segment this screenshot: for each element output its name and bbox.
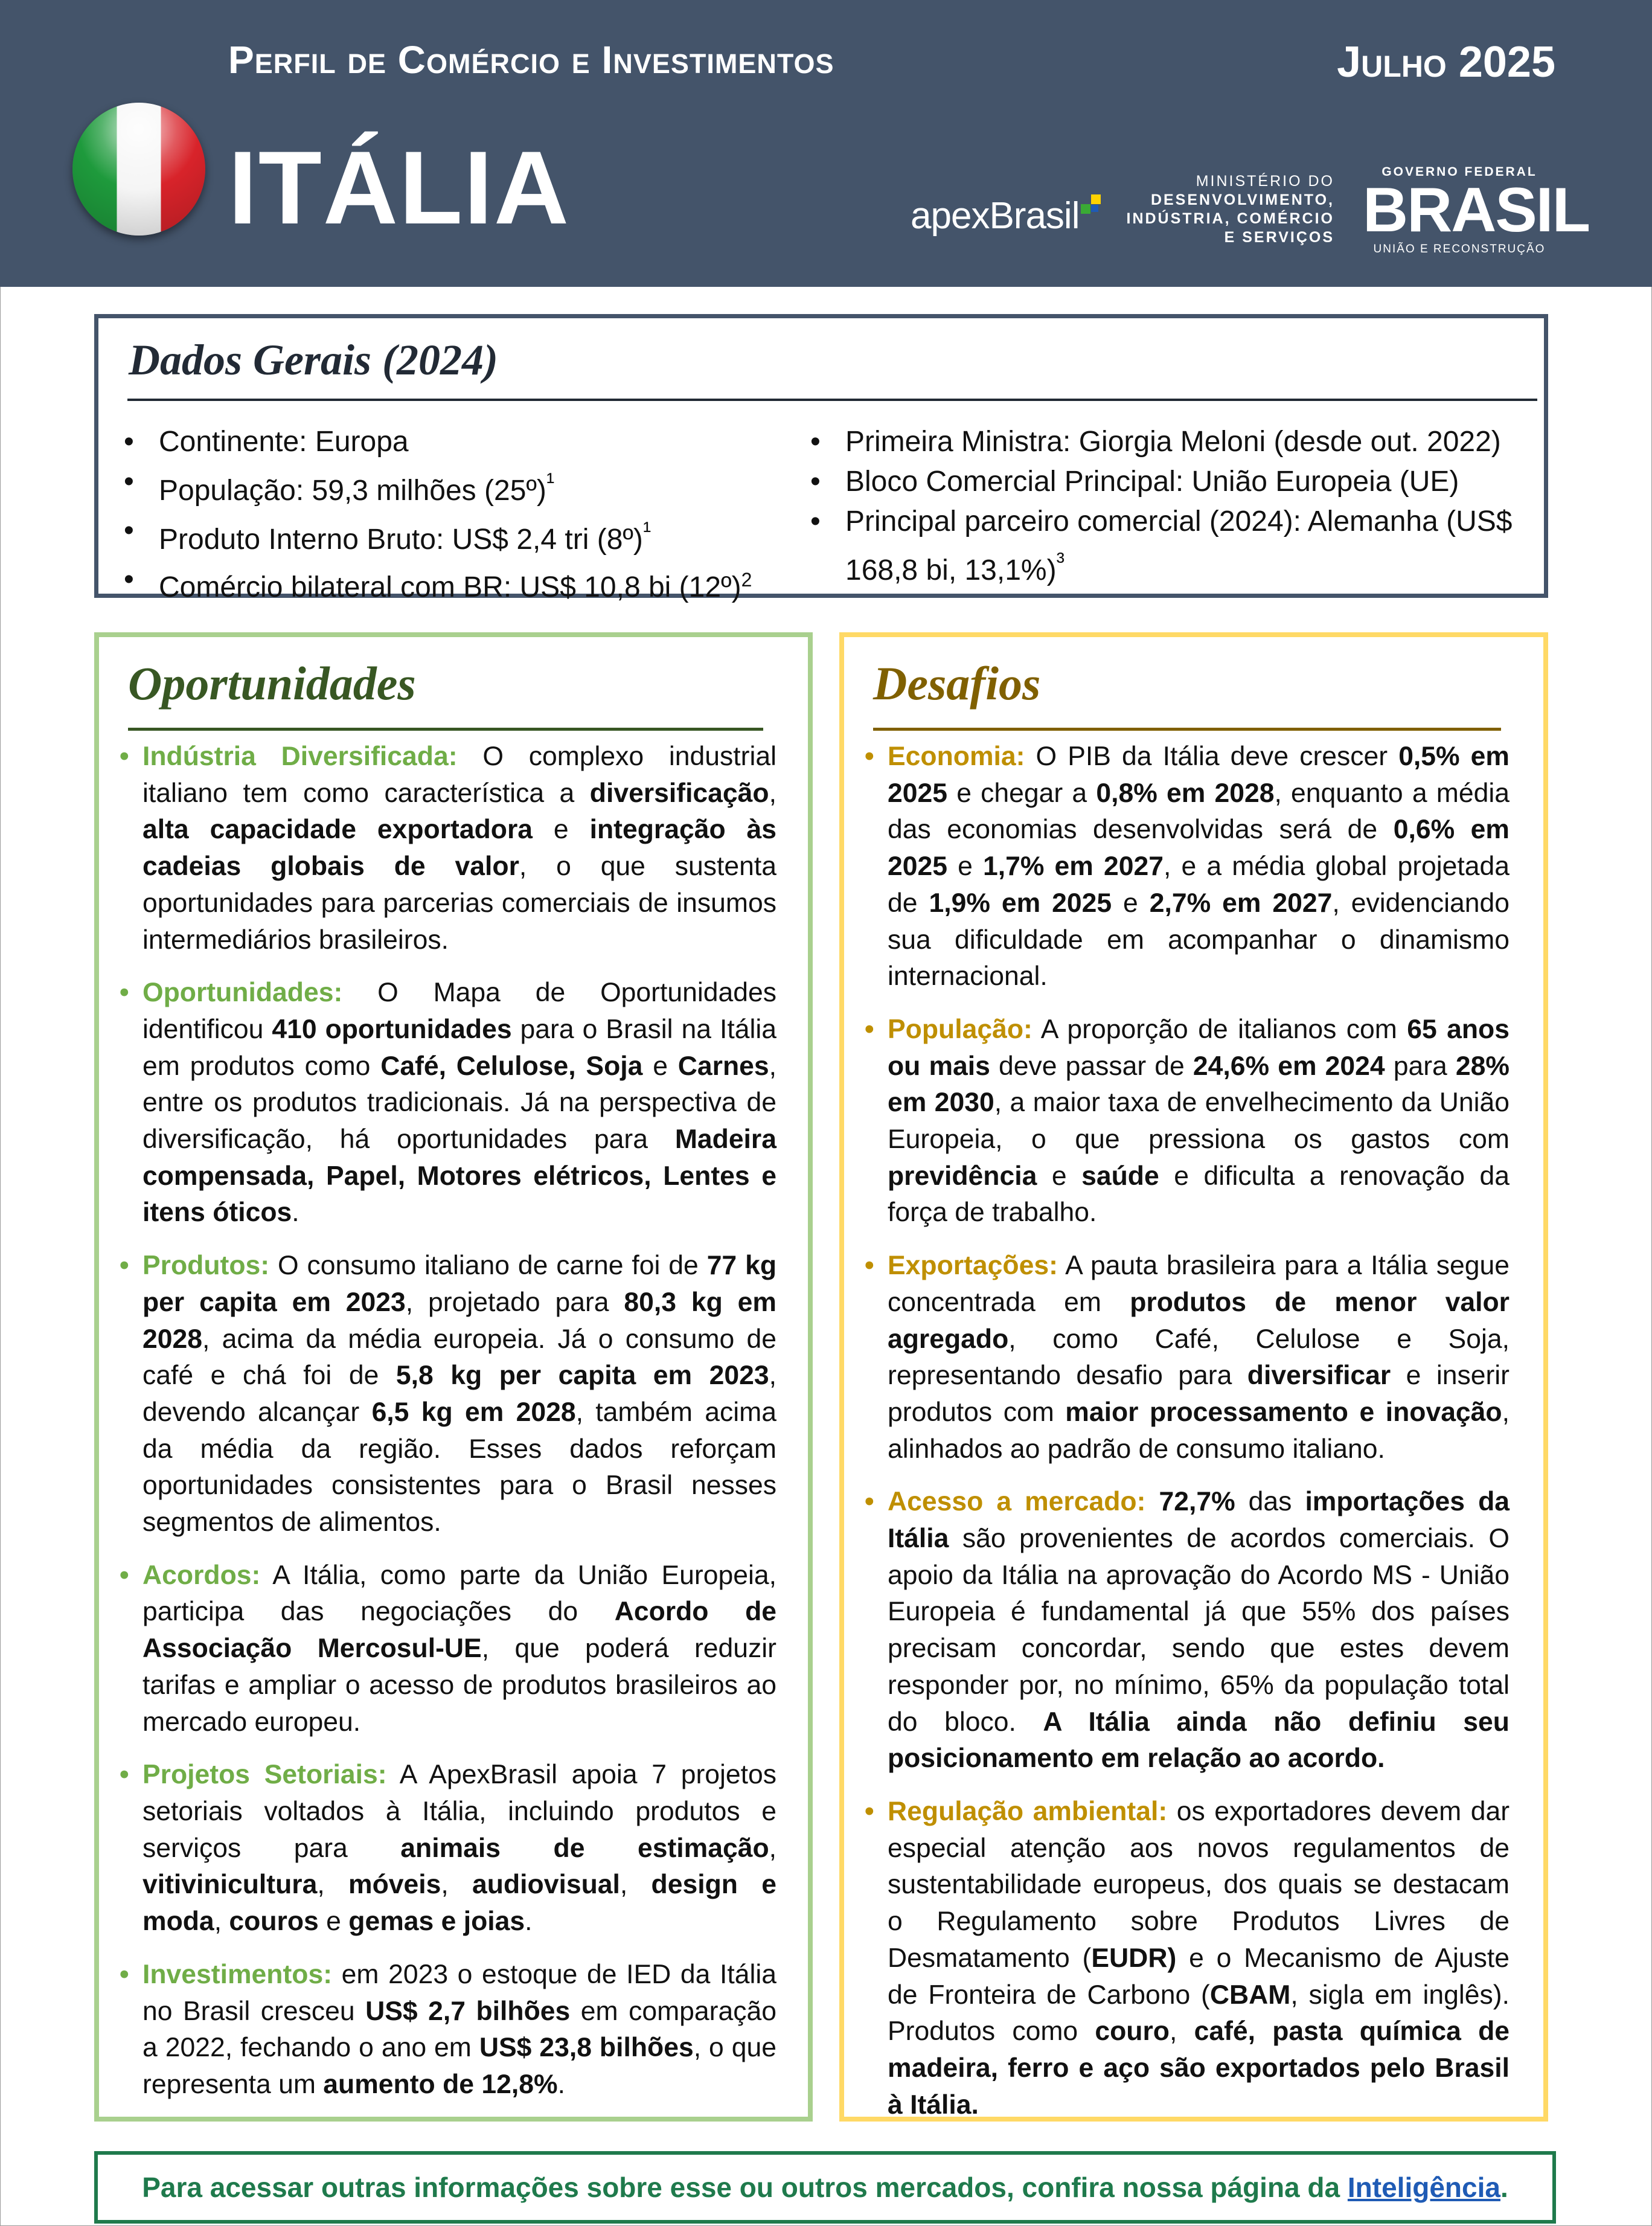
item-heading: Oportunidades: <box>142 978 343 1008</box>
trade-bloc-text: Bloco Comercial Principal: União Europeia (UE) <box>845 466 1459 498</box>
item-heading: Acordos: <box>142 1560 261 1590</box>
general-data-box <box>94 314 1548 603</box>
title-divider <box>128 728 763 731</box>
challenge-environmental-regulation: • Regulação ambiental: os exportadores devem dar especial atenção aos novos regulamentos de sustentabilidade europeus, dos quais se destacam o Regulamento sobre Produtos Livres de Desmatamento (EUDR) e o Mecanismo de Ajuste de Fronteira de Carbono (CBAM, sigla em inglês). Produtos como couro, café, pasta química de madeira, ferro e aço são exportados pelo Brasil à Itália. <box>888 1794 1510 2123</box>
item-heading: Produtos: <box>142 1251 270 1281</box>
challenges-list <box>888 739 1510 2140</box>
ministry-line: MINISTÉRIO DO <box>1196 173 1334 190</box>
item-heading: Indústria Diversificada: <box>142 742 458 771</box>
ministry-line: E SERVIÇOS <box>1224 229 1334 246</box>
opportunities-box <box>94 632 813 2122</box>
footnote-ref: ¹ <box>642 518 652 544</box>
opportunity-investments: • Investimentos: em 2023 o estoque de IED da Itália no Brasil cresceu US$ 2,7 bilhões em comparação a 2022, fechando o ano em US$ 23,8 bilhões, o que representa um aumento de 12,8%. <box>142 1957 776 2103</box>
challenges-title: Desafios <box>873 657 1041 710</box>
government-logo-brasil: BRASIL <box>1363 175 1590 245</box>
list-item <box>159 560 787 608</box>
footer-banner <box>94 2151 1556 2224</box>
government-logo-bottom: UNIÃO E RECONSTRUÇÃO <box>1373 243 1546 255</box>
ministry-line: INDÚSTRIA, COMÉRCIO <box>1126 210 1334 227</box>
challenge-market-access: • Acesso a mercado: 72,7% das importações da Itália são provenientes de acordos comerciais. O apoio da Itália na aprovação do Acordo MS - União Europeia é fundamental já que 55% dos países precisam concordar, sendo que estes devem responder por, no mínimo, 65% da população total do bloco. A Itália ainda não definiu seu posicionamento em relação ao acordo. <box>888 1484 1510 1777</box>
opportunity-map: • Oportunidades: O Mapa de Oportunidades identificou 410 oportunidades para o Brasil na Itália em produtos como Café, Celulose, Soja e Carnes, entre os produtos tradicionais. Já na perspectiva de diversificação, há oportunidades para Madeira compensada, Papel, Motores elétricos, Lentes e itens óticos. <box>142 975 776 1231</box>
apexbrasil-logo: apexBrasil <box>911 195 1080 237</box>
challenge-population: • População: A proporção de italianos com 65 anos ou mais deve passar de 24,6% em 2024 para 28% em 2030, a maior taxa de envelhecimento da União Europeia, o que pressiona os gastos com previdência e saúde e dificulta a renovação da força de trabalho. <box>888 1012 1510 1231</box>
opportunities-title: Oportunidades <box>128 657 416 710</box>
item-heading: População: <box>888 1014 1032 1044</box>
opportunity-products: • Produtos: O consumo italiano de carne foi de 77 kg per capita em 2023, projetado para 80,3 kg em 2028, acima da média europeia. Já o consumo de café e chá foi de 5,8 kg per capita em 2023, devendo alcançar 6,5 kg em 2028, também acima da média da região. Esses dados reforçam oportunidades consistentes para o Brasil nesses segmentos de alimentos. <box>142 1248 776 1541</box>
main-partner-text: Principal parceiro comercial (2024): Alemanha (US$ 168,8 bi, 13,1%) <box>845 505 1513 586</box>
footnote-ref: ¹ <box>546 469 555 495</box>
gdp-text: Produto Interno Bruto: US$ 2,4 tri (8º) <box>159 524 643 556</box>
challenges-box <box>839 632 1548 2122</box>
item-heading: Exportações: <box>888 1251 1058 1281</box>
ministry-line: DESENVOLVIMENTO, <box>1150 191 1334 208</box>
bilateral-trade-text: Comércio bilateral com BR: US$ 10,8 bi (12º) <box>159 571 741 603</box>
item-heading: Regulação ambiental: <box>888 1796 1168 1826</box>
item-heading: Economia: <box>888 742 1025 771</box>
list-item <box>159 511 787 560</box>
footer-text: Para acessar outras informações sobre esse ou outros mercados, confira nossa página da <box>142 2172 1348 2203</box>
item-heading: Acesso a mercado: <box>888 1487 1146 1517</box>
list-item <box>845 462 1522 502</box>
challenge-economy: • Economia: O PIB da Itália deve crescer 0,5% em 2025 e chegar a 0,8% em 2028, enquanto a média das economias desenvolvidas será de 0,6% em 2025 e 1,7% em 2027, e a média global projetada de 1,9% em 2025 e 2,7% em 2027, evidenciando sua dificuldade em acompanhar o dinamismo internacional. <box>888 739 1510 995</box>
opportunities-list <box>142 739 776 2120</box>
item-heading: Projetos Setoriais: <box>142 1760 387 1790</box>
apexbrasil-mark-icon <box>1081 194 1101 215</box>
list-item <box>845 502 1522 591</box>
list-item <box>845 422 1522 462</box>
intelligence-link[interactable]: Inteligência <box>1347 2172 1500 2203</box>
item-heading: Investimentos: <box>142 1959 333 1989</box>
document-date: Julho 2025 <box>1337 38 1555 86</box>
population-text: População: 59,3 milhões (25º) <box>159 475 546 507</box>
continent-text: Continente: Europa <box>159 426 409 458</box>
general-data-title: Dados Gerais (2024) <box>129 336 498 384</box>
opportunity-sector-projects: • Projetos Setoriais: A ApexBrasil apoia 7 projetos setoriais voltados à Itália, incluindo produtos e serviços para animais de estimação, vitivinicultura, móveis, audiovisual, design e moda, couros e gemas e joias. <box>142 1757 776 1940</box>
footer-end: . <box>1500 2172 1508 2203</box>
italy-flag-icon <box>72 103 205 236</box>
government-logo-top: GOVERNO FEDERAL <box>1381 165 1537 179</box>
header-banner <box>0 0 1652 287</box>
country-title: ITÁLIA <box>228 130 571 246</box>
general-data-left-list <box>123 422 787 608</box>
list-item <box>159 422 787 462</box>
prime-minister-text: Primeira Ministra: Giorgia Meloni (desde out. 2022) <box>845 426 1501 458</box>
footnote-ref: ³ <box>1056 548 1065 575</box>
document-subtitle: Perfil de Comércio e Investimentos <box>228 38 834 82</box>
general-data-right-list <box>809 422 1522 591</box>
title-divider <box>127 399 1537 401</box>
challenge-exports: • Exportações: A pauta brasileira para a Itália segue concentrada em produtos de menor valor agregado, como Café, Celulose e Soja, representando desafio para diversificar e inserir produtos com maior processamento e inovação, alinhados ao padrão de consumo italiano. <box>888 1248 1510 1467</box>
footnote-ref: 2 <box>741 569 752 591</box>
opportunity-agreements: • Acordos: A Itália, como parte da União Europeia, participa das negociações do Acordo de Associação Mercosul-UE, que poderá reduzir tarifas e ampliar o acesso de produtos brasileiros ao mercado europeu. <box>142 1557 776 1741</box>
opportunity-industry: • Indústria Diversificada: O complexo industrial italiano tem como característica a diversificação, alta capacidade exportadora e integração às cadeias globais de valor, o que sustenta oportunidades para parcerias comerciais de insumos intermediários brasileiros. <box>142 739 776 958</box>
ministry-logo <box>1105 172 1334 247</box>
list-item <box>159 462 787 511</box>
title-divider <box>873 728 1501 731</box>
